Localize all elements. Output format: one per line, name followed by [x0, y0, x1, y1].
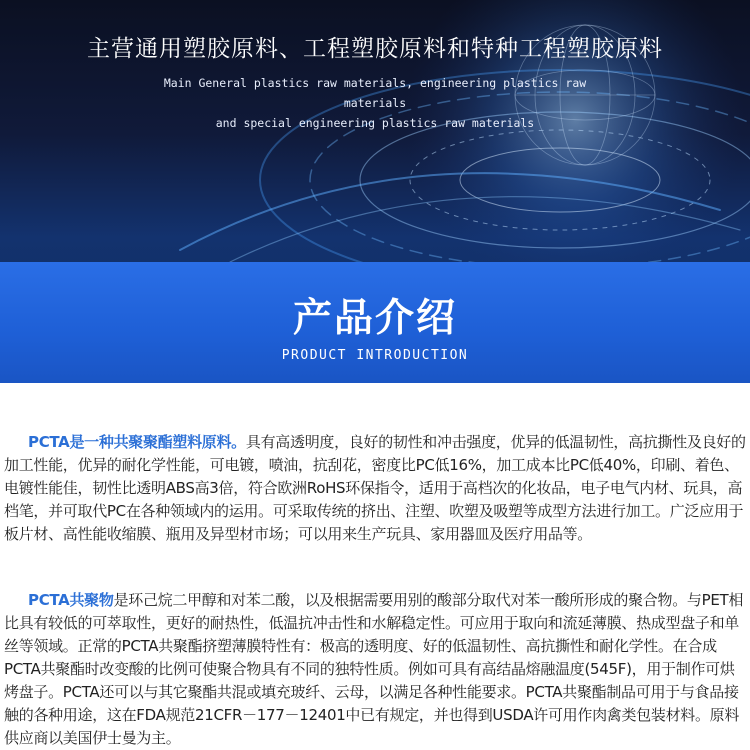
- section-subtitle: PRODUCT INTRODUCTION: [281, 348, 469, 363]
- paragraph-body: 是环己烷二甲醇和对苯二酸，以及根据需要用别的酸部分取代对苯一酸所形成的聚合物。与PET相比具有较低的可萃取性，更好的耐热性，低温抗冲击性和水解稳定性。可应用于取向和流延薄膜、热成型盘子和单丝等领域。正常的PCTA共聚酯挤塑薄膜特性有：极高的透明度、好的低温韧性、高抗撕性和耐化学性。在合成PCTA共聚酯时改变酸的比例可使聚合物具有不同的独特性质。例如可具有高结晶熔融温度(545F)，用于制作可烘烤盘子。PCTA还可以与其它聚酯共混或填充玻纤、云母，以满足各种性能要求。PCTA共聚酯制品可用于与食品接触的各种用途，这在FDA规范21CFR－177－12401中已有规定，并也得到USDA许可用作肉禽类包装材料。原料供应商以美国伊士曼为主。: [4, 591, 744, 747]
- hero-subtitle: Main General plastics raw materials, engineering plastics raw materials and special engineering plastics raw materials: [163, 76, 587, 130]
- paragraph-body: 具有高透明度，良好的韧性和冲击强度，优异的低温韧性，高抗撕性及良好的加工性能，优异的耐化学性能，可电镀，喷油，抗刮花，密度比PC低16%，加工成本比PC低40%，印刷、着色、电镀性能佳，韧性比透明ABS高3倍，符合欧洲RoHS环保指令，适用于高档次的化妆品，电子电气内材、玩具，高档笔，并可取代PC在各种领域内的运用。可采取传统的挤出、注塑、吹塑及吸塑等成型方法进行加工。广泛应用于板片材、高性能收缩膜、瓶用及异型材市场；可以用来生产玩具、家用器皿及医疗用品等。: [4, 433, 746, 543]
- paragraph-lead: PCTA共聚物: [28, 591, 114, 609]
- section-title: 产品介绍: [292, 296, 457, 341]
- paragraph-lead: PCTA是一种共聚聚酯塑料原料。: [28, 433, 246, 451]
- paragraph-pcta-intro: [4, 431, 746, 546]
- hero-title: 主营通用塑胶原料、工程塑胶原料和特种工程塑胶原料: [87, 36, 663, 62]
- product-description: [0, 383, 750, 750]
- paragraph-pcta-copolymer: [4, 589, 746, 750]
